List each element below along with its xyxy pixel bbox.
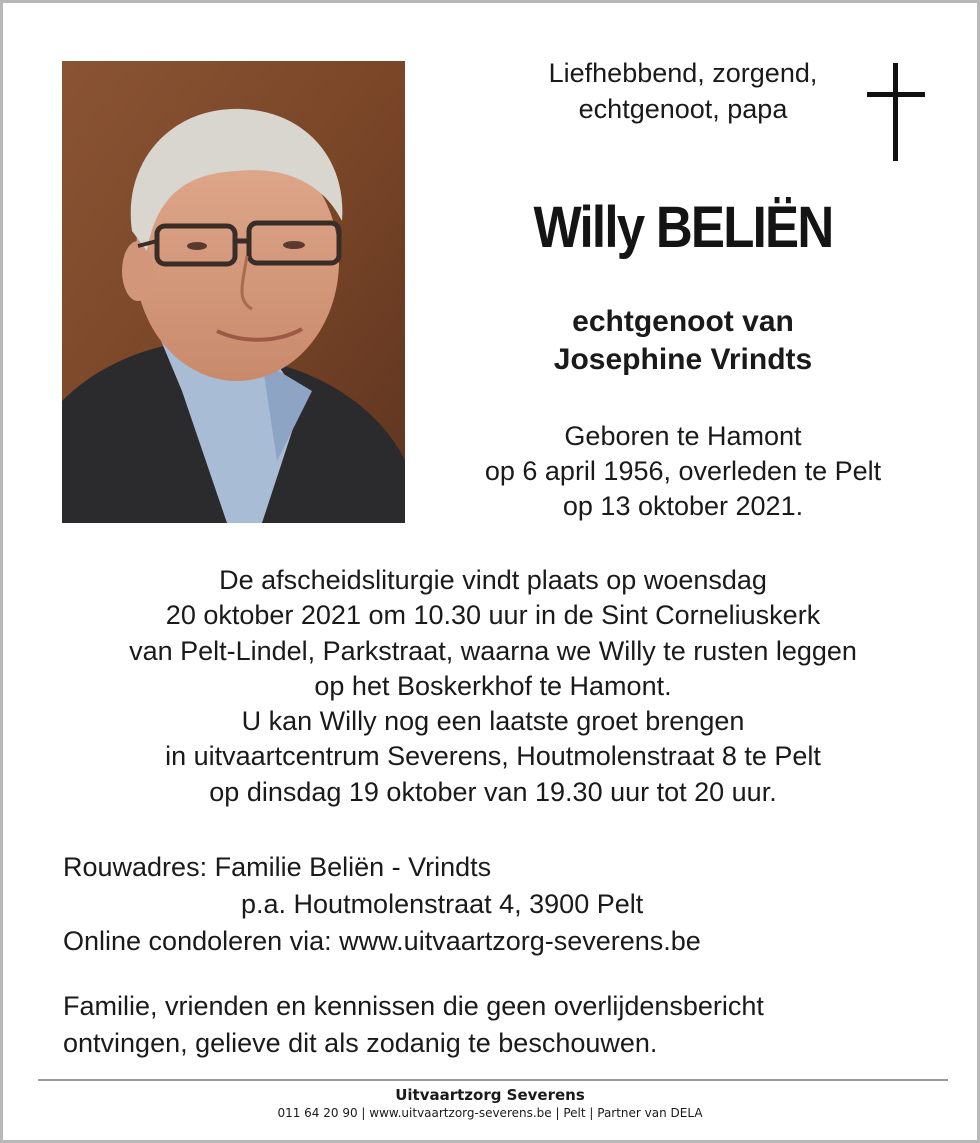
service-details <box>43 563 943 810</box>
service-line: op dinsdag 19 oktober van 19.30 uur tot 20 uur. <box>209 776 777 807</box>
online-condolence-line[interactable]: Online condoleren via: www.uitvaartzorg-severens.be <box>63 926 701 956</box>
spouse-info <box>443 303 923 379</box>
service-line: in uitvaartcentrum Severens, Houtmolenstraat 8 te Pelt <box>165 741 821 772</box>
spouse-name: Josephine Vrindts <box>553 343 813 376</box>
notice-text <box>63 988 943 1062</box>
contact-info <box>63 849 943 960</box>
footer-title: Uitvaartzorg Severens <box>395 1086 585 1104</box>
birth-line: op 6 april 1956, overleden te Pelt <box>484 456 882 486</box>
birth-line: Geboren te Hamont <box>564 421 802 451</box>
tagline-line: echtgenoot, papa <box>578 94 788 124</box>
rouwadres-line: Rouwadres: Familie Beliën - Vrindts <box>63 852 492 882</box>
notice-line: ontvingen, gelieve dit als zodanig te beschouwen. <box>63 1028 658 1058</box>
service-line: U kan Willy nog een laatste groet brengen <box>241 706 745 737</box>
service-line: De afscheidsliturgie vindt plaats op woensdag <box>219 565 767 595</box>
footer-divider <box>38 1079 948 1081</box>
portrait-photo <box>62 61 405 523</box>
tagline-line: Liefhebbend, zorgend, <box>548 58 818 88</box>
birth-line: op 13 oktober 2021. <box>562 491 804 521</box>
birth-death-info <box>443 419 923 524</box>
notice-line: Familie, vrienden en kennissen die geen overlijdensbericht <box>63 991 764 1021</box>
service-line: van Pelt-Lindel, Parkstraat, waarna we Willy te rusten leggen <box>129 635 857 666</box>
service-line: op het Boskerkhof te Hamont. <box>314 670 672 701</box>
spouse-line: echtgenoot van <box>572 305 794 338</box>
address-line: p.a. Houtmolenstraat 4, 3900 Pelt <box>241 889 644 919</box>
service-line: 20 oktober 2021 om 10.30 uur in de Sint Corneliuskerk <box>165 600 821 631</box>
tagline <box>443 55 923 127</box>
footer-info: 011 64 20 90 | www.uitvaartzorg-severens.be | Pelt | Partner van DELA <box>277 1106 703 1120</box>
deceased-name: Willy BELIËN <box>533 195 833 260</box>
